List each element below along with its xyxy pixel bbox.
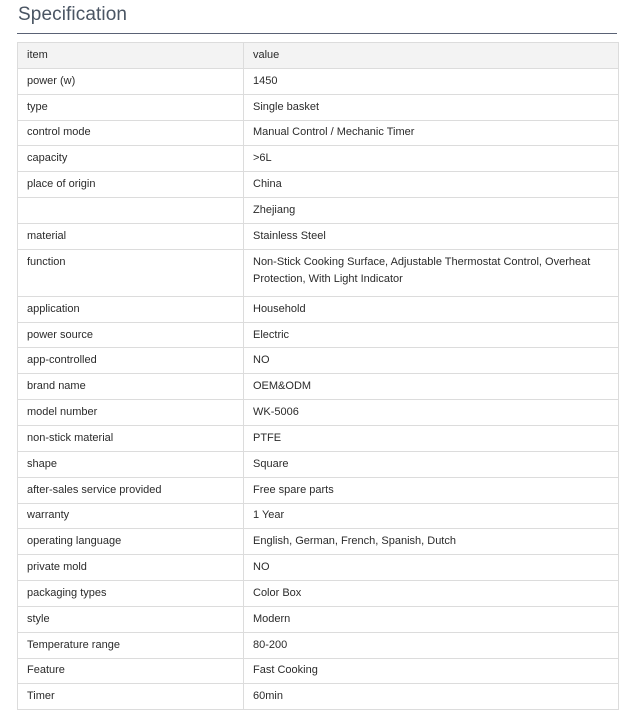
table-row <box>18 249 619 296</box>
cell-item: warranty <box>18 503 244 529</box>
cell-value: NO <box>244 555 619 581</box>
table-row <box>18 658 619 684</box>
title-divider <box>17 33 617 34</box>
table-row <box>18 374 619 400</box>
cell-value: >6L <box>244 146 619 172</box>
cell-item: power (w) <box>18 68 244 94</box>
cell-item <box>18 198 244 224</box>
cell-value: Square <box>244 451 619 477</box>
table-row <box>18 400 619 426</box>
table-row <box>18 632 619 658</box>
table-row <box>18 322 619 348</box>
cell-item: type <box>18 94 244 120</box>
table-row <box>18 529 619 555</box>
cell-item: after-sales service provided <box>18 477 244 503</box>
cell-item: capacity <box>18 146 244 172</box>
cell-value: Manual Control / Mechanic Timer <box>244 120 619 146</box>
cell-value: PTFE <box>244 425 619 451</box>
cell-item: Feature <box>18 658 244 684</box>
table-row <box>18 503 619 529</box>
table-row <box>18 198 619 224</box>
table-row <box>18 223 619 249</box>
table-row <box>18 94 619 120</box>
table-row <box>18 172 619 198</box>
cell-item: style <box>18 606 244 632</box>
cell-item: non-stick material <box>18 425 244 451</box>
cell-value: Color Box <box>244 581 619 607</box>
cell-item: function <box>18 249 244 296</box>
cell-value: Modern <box>244 606 619 632</box>
cell-item: private mold <box>18 555 244 581</box>
table-row <box>18 581 619 607</box>
cell-item: brand name <box>18 374 244 400</box>
table-row <box>18 68 619 94</box>
table-row <box>18 120 619 146</box>
cell-value: Stainless Steel <box>244 223 619 249</box>
cell-value: 1 Year <box>244 503 619 529</box>
cell-value: NO <box>244 348 619 374</box>
cell-value: Non-Stick Cooking Surface, Adjustable Thermostat Control, Overheat Protection, With Light Indicator <box>244 249 619 296</box>
table-row <box>18 348 619 374</box>
cell-value: China <box>244 172 619 198</box>
cell-item: Temperature range <box>18 632 244 658</box>
column-header-item: item <box>18 43 244 69</box>
section-title: Specification <box>18 4 128 25</box>
table-row <box>18 477 619 503</box>
table-row <box>18 451 619 477</box>
table-header-row <box>18 43 619 69</box>
cell-item: control mode <box>18 120 244 146</box>
cell-item: power source <box>18 322 244 348</box>
cell-item: place of origin <box>18 172 244 198</box>
cell-item: material <box>18 223 244 249</box>
table-row <box>18 146 619 172</box>
cell-item: Timer <box>18 684 244 710</box>
table-row <box>18 606 619 632</box>
cell-value: 80-200 <box>244 632 619 658</box>
cell-item: operating language <box>18 529 244 555</box>
cell-value: Single basket <box>244 94 619 120</box>
cell-item: packaging types <box>18 581 244 607</box>
cell-value: Electric <box>244 322 619 348</box>
cell-value: 60min <box>244 684 619 710</box>
specification-table <box>17 42 619 710</box>
table-row <box>18 296 619 322</box>
cell-value: Household <box>244 296 619 322</box>
cell-value: WK-5006 <box>244 400 619 426</box>
cell-item: app-controlled <box>18 348 244 374</box>
column-header-value: value <box>244 43 619 69</box>
cell-value: Fast Cooking <box>244 658 619 684</box>
table-row <box>18 684 619 710</box>
table-row <box>18 555 619 581</box>
cell-item: model number <box>18 400 244 426</box>
cell-value: OEM&ODM <box>244 374 619 400</box>
cell-item: shape <box>18 451 244 477</box>
cell-value: 1450 <box>244 68 619 94</box>
cell-item: application <box>18 296 244 322</box>
cell-value: Zhejiang <box>244 198 619 224</box>
cell-value: English, German, French, Spanish, Dutch <box>244 529 619 555</box>
cell-value: Free spare parts <box>244 477 619 503</box>
table-row <box>18 425 619 451</box>
